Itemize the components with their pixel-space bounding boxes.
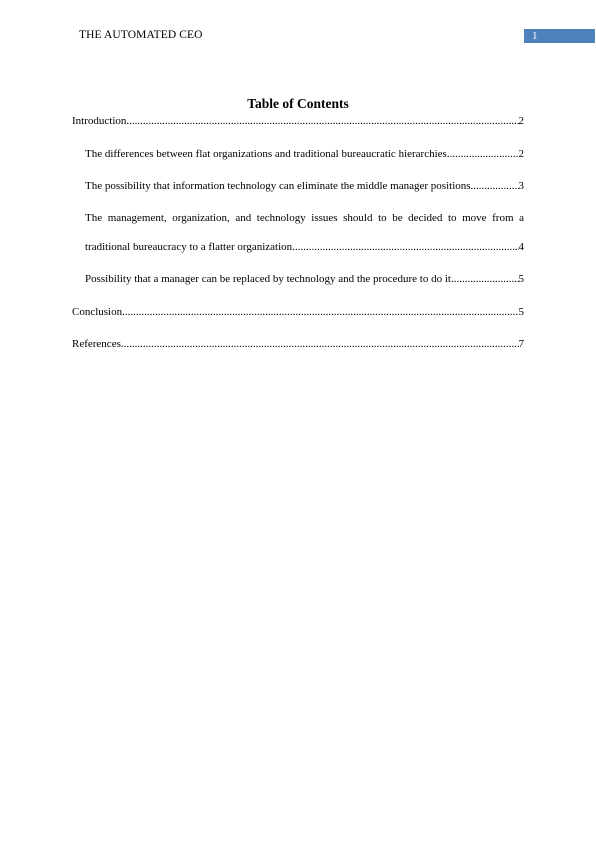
toc-leader-dots xyxy=(122,305,518,319)
toc-entry-page: 2 xyxy=(518,148,524,160)
toc-entry-flat-vs-bureaucratic[interactable] xyxy=(85,147,524,161)
toc-entry-management-issues-line2[interactable] xyxy=(85,240,524,254)
toc-entry-page: 5 xyxy=(518,273,524,285)
toc-entry-label: Conclusion xyxy=(72,306,123,318)
toc-leader-dots xyxy=(126,114,518,128)
toc-heading: Table of Contents xyxy=(247,96,349,111)
toc-entry-label: Introduction xyxy=(72,115,127,127)
page-number: 1 xyxy=(532,30,538,42)
page-number-badge xyxy=(524,29,595,43)
toc-entry-references[interactable] xyxy=(72,337,524,351)
toc-entry-label: traditional bureaucracy to a flatter organization xyxy=(85,241,293,253)
toc-leader-dots xyxy=(292,240,518,254)
toc-entry-label: The management, organization, and technology issues should to be decided to move from a xyxy=(85,212,524,224)
toc-entry-label: The differences between flat organizations and traditional bureaucratic hierarchies xyxy=(85,148,447,160)
toc-leader-dots xyxy=(471,179,519,193)
toc-entry-label: Possibility that a manager can be replaced by technology and the procedure to do it xyxy=(85,273,451,285)
toc-entry-page: 7 xyxy=(518,338,524,350)
toc-entry-label: References xyxy=(72,338,121,350)
toc-leader-dots xyxy=(447,147,519,161)
toc-entry-page: 5 xyxy=(518,306,524,318)
toc-entry-manager-replaced-by-technology[interactable] xyxy=(85,272,524,286)
table-of-contents xyxy=(72,0,524,842)
toc-entry-introduction[interactable] xyxy=(72,114,524,128)
toc-entry-page: 3 xyxy=(518,180,524,192)
toc-entry-page: 2 xyxy=(518,115,524,127)
toc-leader-dots xyxy=(451,272,519,286)
toc-entry-page: 4 xyxy=(518,241,524,253)
running-header-title: THE AUTOMATED CEO xyxy=(79,29,203,41)
toc-entry-label: The possibility that information technology can eliminate the middle manager positions xyxy=(85,180,471,192)
toc-entry-it-eliminate-middle-managers[interactable] xyxy=(85,179,524,193)
toc-entry-conclusion[interactable] xyxy=(72,305,524,319)
toc-leader-dots xyxy=(121,337,519,351)
toc-entry-management-issues-line1[interactable] xyxy=(85,211,524,225)
